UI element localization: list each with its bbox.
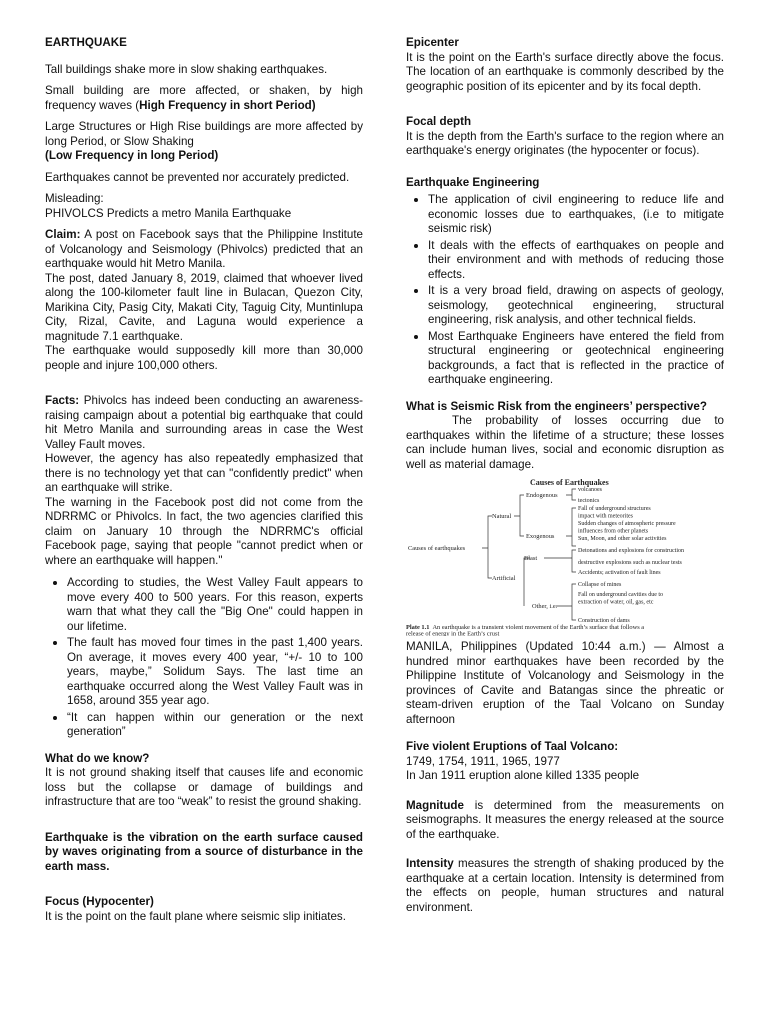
earthquake-definition: Earthquake is the vibration on the earth surface caused by waves originating from a source of disturbance in the earth mass. xyxy=(45,830,363,873)
focus-heading: Focus (Hypocenter) xyxy=(45,895,154,908)
list-item: • According to studies, the West Valley Fault appears to move every 400 to 500 years. For this reason, experts warn that what they call the "Big One" could happen in our lifetime. xyxy=(67,575,363,634)
seismic-risk-text: The probability of losses occurring due to earthquakes within the lifetime of a structure; these losses can include human lives, social and economic disruption as well as material damage. xyxy=(406,414,724,471)
figure-other-3: extraction of water, oil, gas, etc xyxy=(578,599,654,606)
list-item: • The fault has moved four times in the past 1,400 years. On average, it moves every 400 year, “+/- 10 to 100 years, maybe,” Solidum Says. The last time an earthquake occurred along the West Valley Fault was in 1658, around 355 year ago. xyxy=(67,635,363,709)
figure-endogenous-label: Endogenous xyxy=(526,492,558,499)
causes-diagram xyxy=(406,478,724,636)
facts-paragraph-3: The warning in the Facebook post did not come from the NDRRMC or Phivolcs. In fact, the two agencies clarified this claim on January 10 through the NDRRMC's official Facebook page, saying that people "cannot predict when or where an earthquake will happen." xyxy=(45,495,363,567)
tall-buildings-text: Tall buildings shake more in slow shaking earthquakes. xyxy=(45,62,328,76)
what-do-we-know-heading: What do we know? xyxy=(45,751,150,765)
figure-exo-2: impact with meteorites xyxy=(578,513,633,520)
figure-other-4: Construction of dams xyxy=(578,618,630,624)
magnitude-text: Magnitude is determined from the measurements on seismographs. It measures the energy released at the source of the earthquake. xyxy=(406,798,724,841)
facts-paragraph: Facts: Phivolcs has indeed been conducting an awareness-raising campaign about a potential big earthquake that could hit Metro Manila and surrounding areas in case the West Valley Fault moves. xyxy=(45,394,363,451)
claim-paragraph-3: The earthquake would supposedly kill more than 30,000 people and injure 100,000 others. xyxy=(45,344,363,372)
manila-news-text: MANILA, Philippines (Updated 10:44 a.m.) — Almost a hundred minor earthquakes have been recorded by the Philippine Institute of Volcanology and Seismology in the provinces of Cavite and Batangas since the phreatic or steam-driven eruption of the Taal Volcano on Sunday afternoon xyxy=(406,640,724,726)
focus-text: It is the point on the fault plane where seismic slip initiates. xyxy=(45,909,346,923)
figure-caption-line-2: release of energy in the Earth’s crust xyxy=(406,630,500,636)
right-column xyxy=(406,36,724,922)
figure-blast-3: Accidents; activation of fault lines xyxy=(578,570,661,576)
focal-depth-heading: Focal depth xyxy=(406,115,472,128)
fault-bullet-list xyxy=(45,575,363,740)
facts-paragraph-2: However, the agency has also repeatedly emphasized that there is no technology yet that can "confidently predict" when an earthquake will strike. xyxy=(45,452,363,494)
list-item: • It deals with the effects of earthquakes on people and their environment and with methods of reducing those effects. xyxy=(428,238,724,283)
claim-paragraph: Claim: A post on Facebook says that the Philippine Institute of Volcanology and Seismology (Phivolcs) predicted that an earthquake would hit Metro Manila. xyxy=(45,228,363,270)
figure-exo-4: influences from other planets xyxy=(578,528,649,535)
what-do-we-know-text: It is not ground shaking itself that causes life and economic loss but the collapse or damage of buildings and infrastructure that are too “weak” to resist the ground shaking. xyxy=(45,766,363,808)
figure-exogenous-label: Exogenous xyxy=(526,533,555,540)
figure-blast-2: destructive explosions such as nuclear tests xyxy=(578,560,682,566)
figure-exo-5: Sun, Moon, and other solar activities xyxy=(578,536,667,542)
figure-exo-3: Sudden changes of atmospheric pressure xyxy=(578,521,676,527)
list-item: • The application of civil engineering to reduce life and economic losses due to earthquakes, (i.e to mitigate seismic risk) xyxy=(428,192,724,237)
figure-other-label: Other, i.e. xyxy=(532,603,558,610)
figure-other-1: Collapse of mines xyxy=(578,582,622,588)
figure-title: Causes of Earthquakes xyxy=(530,478,609,487)
causes-of-earthquakes-figure xyxy=(406,478,724,636)
list-item: • Most Earthquake Engineers have entered the field from structural engineering or geotechnical engineering backgrounds, a fact that is reflected in the practice of earthquake engineering. xyxy=(428,329,724,388)
small-buildings-text: Small building are more affected, or shaken, by high frequency waves (High Frequency in short Period) xyxy=(45,84,363,112)
taal-1911-text: In Jan 1911 eruption alone killed 1335 people xyxy=(406,769,640,782)
figure-volcanoes: volcanoes xyxy=(578,487,602,493)
taal-heading: Five violent Eruptions of Taal Volcano: xyxy=(406,740,619,753)
misleading-label: Misleading: xyxy=(45,192,104,205)
intensity-text: Intensity measures the strength of shaking produced by the earthquake at a certain location. Intensity is determined from the effects on people, human structures and natural environment. xyxy=(406,857,724,914)
large-structures-text: Large Structures or High Rise buildings are more affected by long Period, or Slow Shaking (Low Frequency in long Period) xyxy=(45,120,363,162)
claim-paragraph-2: The post, dated January 8, 2019, claimed that whoever lived along the 100-kilometer fault line in Bulacan, Quezon City, Marikina City, Pasig City, Makati City, Taguig City, Muntinlupa City, Rizal, Cavite, and Laguna would experience a magnitude 7.1 earthquake. xyxy=(45,271,363,343)
page-title: EARTHQUAKE xyxy=(45,36,127,49)
focal-depth-text: It is the depth from the Earth's surface to the region where an earthquake's energy originates (the hypocenter or focus). xyxy=(406,129,724,157)
figure-blast-1: Detonations and explosions for construction xyxy=(578,548,684,554)
figure-blast-label: Blast xyxy=(524,555,538,562)
list-item: • It is a very broad field, drawing on aspects of geology, seismology, geotechnical engineering, structural engineering, risk analysis, and other technical fields. xyxy=(428,283,724,328)
phivolcs-heading: PHIVOLCS Predicts a metro Manila Earthquake xyxy=(45,206,292,220)
seismic-risk-heading: What is Seismic Risk from the engineers’ perspective? xyxy=(406,399,707,413)
list-item: • “It can happen within our generation or the next generation” xyxy=(67,710,363,740)
earthquake-engineering-heading: Earthquake Engineering xyxy=(406,175,540,189)
left-column xyxy=(45,36,363,931)
figure-other-2: Fall on underground cavities due to xyxy=(578,592,664,598)
epicenter-heading: Epicenter xyxy=(406,36,459,49)
figure-exo-1: Fall of underground structures xyxy=(578,506,651,512)
figure-caption-line-1: Plate 1.1 An earthquake is a transient violent movement of the Earth’s surface that follows a xyxy=(406,624,645,631)
figure-natural-label: Natural xyxy=(492,513,512,520)
figure-root-label: Causes of earthquakes xyxy=(408,545,466,552)
taal-years: 1749, 1754, 1911, 1965, 1977 xyxy=(406,754,560,768)
cannot-predict-text: Earthquakes cannot be prevented nor accurately predicted. xyxy=(45,170,350,184)
engineering-bullet-list xyxy=(406,192,724,388)
figure-tectonics: tectonics xyxy=(578,498,600,504)
figure-artificial-label: Artificial xyxy=(492,575,516,582)
epicenter-text: It is the point on the Earth's surface directly above the focus. The location of an earthquake is commonly described by the geographic position of its epicenter and by its focal depth. xyxy=(406,50,724,93)
